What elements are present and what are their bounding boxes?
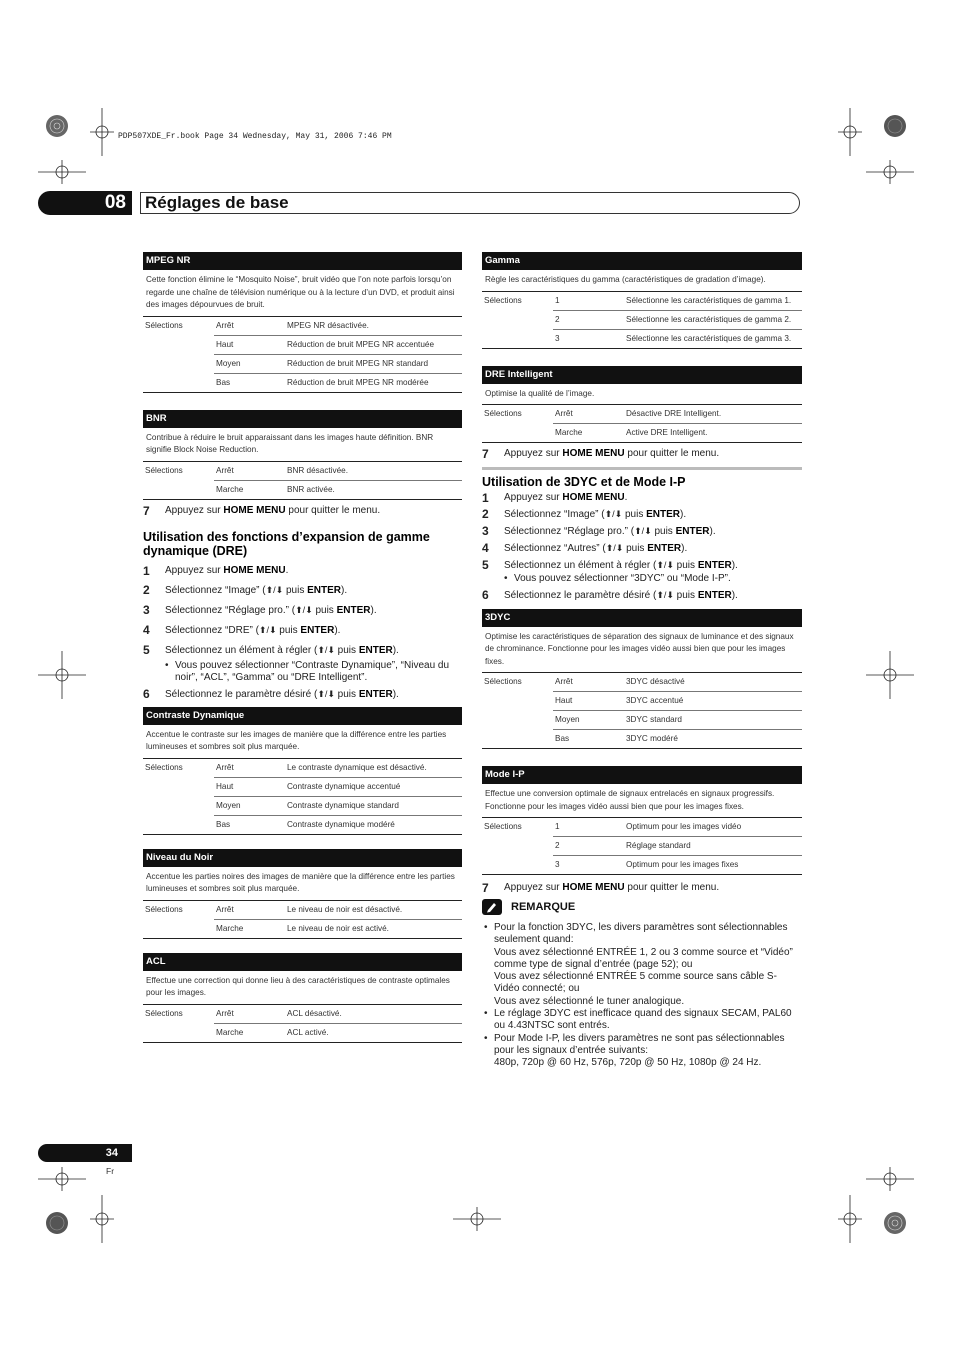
target-mark-tr — [884, 115, 906, 137]
table-cell: Arrêt — [553, 405, 624, 424]
step-text: Sélectionnez “Image” ( — [504, 509, 605, 520]
table-cell: 3DYC standard — [624, 711, 802, 730]
table-cell: ACL activé. — [287, 1027, 329, 1037]
step-text: pour quitter le menu. — [285, 504, 381, 516]
3dyc-heading: Utilisation de 3DYC et de Mode I-P — [482, 475, 686, 489]
mpeg-nr-section — [143, 252, 462, 393]
step-text: Sélectionnez un élément à régler ( — [165, 644, 318, 656]
up-down-arrow-icon: ⬆/⬇ — [258, 624, 277, 635]
table-cell: Contraste dynamique accentué — [285, 778, 462, 797]
table-cell: Arrêt — [214, 317, 285, 336]
chapter-title: Réglages de base — [140, 192, 800, 214]
dre-bullet: • Vous pouvez sélectionner “Contraste Dynamique”, “Niveau du noir”, “ACL”, “Gamma” ou “DRE Intelligent”. — [143, 660, 462, 685]
bnr-section — [143, 410, 462, 500]
step-text: Appuyez sur — [504, 882, 563, 893]
step-text: Sélectionnez le paramètre désiré ( — [165, 688, 318, 700]
note-text: • Pour Mode I-P, les divers paramètres ne sont pas sélectionnables pour les signaux d’entrée suivants: — [494, 1032, 785, 1056]
step-number: 7 — [143, 503, 150, 518]
niveau-description: Accentue les parties noires des images de manière que la différence entre les parties lumineuses et sombres soit plus marquée. — [143, 867, 462, 901]
dre-step — [143, 583, 462, 598]
step-text: ). — [680, 509, 687, 520]
page-number: 34 — [38, 1144, 132, 1162]
step-key: ENTER — [675, 526, 710, 537]
step-key: ENTER — [336, 604, 371, 616]
right-column — [482, 252, 802, 1070]
table-cell: Marche — [216, 923, 244, 933]
note-text: Vous avez sélectionné ENTRÉE 1, 2 ou 3 comme source et “Vidéo” comme type de signal d’entrée (page 52); ou — [494, 946, 793, 970]
step-text: Sélectionnez le paramètre désiré ( — [504, 589, 657, 601]
step-text: Sélectionnez “Réglage pro.” ( — [504, 526, 635, 537]
step-number: 3 — [143, 602, 150, 617]
note-text: • Le réglage 3DYC est inefficace quand des signaux SECAM, PAL60 ou 4.43NTSC sont entrés. — [494, 1008, 792, 1032]
table-cell: Le niveau de noir est désactivé. — [285, 901, 462, 920]
step-text: puis — [673, 560, 698, 571]
table-cell: 3DYC modéré — [626, 734, 678, 743]
mode-ip-description: Effectue une conversion optimale de signaux entrelacés en signaux progressifs. Fonctionne pour les images vidéo aussi bien que pour les images fixes. — [482, 784, 802, 818]
table-cell: Optimum pour les images vidéo — [624, 818, 802, 837]
step-7-left — [143, 504, 462, 518]
3dyc-step — [482, 558, 802, 573]
step-text: ). — [341, 584, 348, 596]
note-text: Vous avez sélectionné le tuner analogique. — [494, 995, 685, 1007]
step-number: 3 — [482, 524, 489, 538]
contraste-description: Accentue le contraste sur les images de manière que la différence entre les parties lumineuses et sombres soit plus marquée. — [143, 725, 462, 759]
step-text: puis — [283, 584, 308, 596]
table-cell — [482, 856, 553, 874]
step-text: pour quitter le menu. — [624, 448, 720, 459]
mpeg-nr-description: Cette fonction élimine le “Mosquito Noise”, bruit vidéo que l’on note parfois lorsqu’on regarde une chaîne de télévision numérique ou à la lecture d’un DVD, et produit ainsi des images dépourvues de bruit. — [143, 270, 462, 317]
table-cell: Sélections — [484, 677, 522, 686]
table-cell: Sélections — [484, 295, 522, 305]
table-cell: Arrêt — [214, 759, 285, 778]
note-list — [482, 922, 802, 1070]
step-key: ENTER — [358, 644, 393, 656]
table-cell: Sélections — [484, 822, 522, 831]
step-key: HOME MENU — [562, 882, 625, 893]
gamma-description: Règle les caractéristiques du gamma (caractéristiques de gradation d’image). — [482, 270, 802, 292]
target-mark-bl — [46, 1212, 68, 1234]
note-item — [482, 1033, 802, 1070]
table-cell: 3 — [555, 333, 560, 343]
table-cell: 3DYC désactivé — [624, 673, 802, 692]
up-down-arrow-icon: ⬆/⬇ — [656, 589, 674, 600]
table-cell: Bas — [216, 819, 231, 829]
table-cell — [482, 711, 553, 730]
table-cell: BNR activée. — [287, 484, 335, 494]
note-item — [482, 922, 802, 1008]
table-cell — [482, 837, 553, 856]
table-cell — [143, 336, 214, 355]
crosshair-mark-tl — [90, 108, 114, 156]
step-key: ENTER — [697, 589, 732, 601]
step-key: HOME MENU — [562, 448, 625, 459]
table-cell: Arrêt — [214, 462, 285, 481]
3dyc-bullet: • Vous pouvez sélectionner “3DYC” ou “Mode I-P”. — [482, 573, 802, 586]
table-cell — [482, 692, 553, 711]
step-text: ). — [731, 560, 738, 571]
step-text: Appuyez sur — [165, 504, 224, 516]
table-cell: Le niveau de noir est activé. — [287, 923, 389, 933]
step-text: puis — [623, 543, 648, 554]
up-down-arrow-icon: ⬆/⬇ — [317, 644, 335, 655]
crosshair-mark-mr — [866, 651, 914, 699]
table-cell — [143, 1024, 214, 1042]
table-cell — [143, 920, 214, 938]
table-cell — [143, 374, 214, 392]
niveau-section — [143, 849, 462, 939]
note-item — [482, 1008, 802, 1033]
step-text: Sélectionnez “Autres” ( — [504, 543, 606, 554]
step-number: 7 — [482, 881, 489, 895]
crosshair-mark-bl2 — [90, 1195, 114, 1243]
dre-intelligent-section — [482, 366, 802, 444]
crosshair-mark-bl — [38, 1167, 86, 1191]
niveau-header: Niveau du Noir — [143, 849, 462, 867]
table-cell: Réduction de bruit MPEG NR accentuée — [285, 336, 462, 355]
step-number: 4 — [143, 622, 150, 637]
dre-step-6 — [143, 687, 462, 702]
step-number: 5 — [482, 558, 489, 572]
step-text: puis — [651, 526, 676, 537]
table-cell: Sélections — [145, 762, 183, 772]
step-text: ). — [370, 604, 377, 616]
table-cell: Le contraste dynamique est désactivé. — [285, 759, 462, 778]
step-text: ). — [392, 688, 399, 700]
table-cell: Marche — [555, 428, 583, 437]
note-text: • Pour la fonction 3DYC, les divers paramètres sont sélectionnables seulement quand: — [494, 922, 788, 946]
step-text: puis — [622, 509, 647, 520]
step-text: Sélectionnez un élément à régler ( — [504, 560, 657, 571]
note-title: REMARQUE — [511, 901, 576, 913]
table-cell: MPEG NR désactivée. — [285, 317, 462, 336]
dre-intelligent-header: DRE Intelligent — [482, 366, 802, 384]
gamma-header: Gamma — [482, 252, 802, 270]
table-cell: Arrêt — [553, 673, 624, 692]
table-cell: Moyen — [214, 797, 285, 816]
crosshair-mark-tl2 — [38, 160, 86, 184]
table-cell — [482, 730, 553, 748]
step-number: 6 — [143, 686, 150, 701]
step-text: puis — [276, 624, 301, 636]
step-text: Appuyez sur — [165, 564, 224, 576]
step-key: ENTER — [300, 624, 335, 636]
step-text: Appuyez sur — [504, 492, 563, 503]
table-cell: Moyen — [214, 355, 285, 374]
table-cell: Haut — [553, 692, 624, 711]
contraste-section — [143, 707, 462, 835]
bnr-header: BNR — [143, 410, 462, 428]
step-number: 4 — [482, 541, 489, 555]
crosshair-mark-bc — [453, 1207, 501, 1231]
up-down-arrow-icon: ⬆/⬇ — [317, 688, 335, 699]
step-text: ). — [334, 624, 341, 636]
table-cell: BNR désactivée. — [285, 462, 462, 481]
step-text: Sélectionnez “DRE” ( — [165, 624, 259, 636]
crosshair-mark-ml — [38, 651, 86, 699]
dre-step — [143, 603, 462, 618]
table-cell — [143, 797, 214, 816]
table-cell: Marche — [216, 484, 244, 494]
step-number: 7 — [482, 447, 489, 461]
table-cell — [482, 424, 553, 442]
dre-intelligent-description: Optimise la qualité de l’image. — [482, 384, 802, 406]
table-cell: Sélections — [145, 320, 183, 330]
dre-heading: Utilisation des fonctions d’expansion de gamme dynamique (DRE) — [143, 529, 430, 558]
step-text: . — [285, 564, 289, 576]
table-cell: Réglage standard — [624, 837, 802, 856]
dre-step — [143, 643, 462, 658]
table-cell: Sélections — [145, 1008, 183, 1018]
step-text: . — [624, 492, 628, 503]
table-cell: Sélectionne les caractéristiques de gamma 3. — [626, 333, 792, 343]
table-cell: Réduction de bruit MPEG NR standard — [285, 355, 462, 374]
note-icon — [482, 899, 502, 915]
table-cell: Contraste dynamique standard — [285, 797, 462, 816]
step-key: HOME MENU — [223, 504, 286, 516]
note-title-row — [482, 899, 802, 915]
step-key: HOME MENU — [223, 564, 286, 576]
step-key: ENTER — [647, 543, 682, 554]
contraste-header: Contraste Dynamique — [143, 707, 462, 725]
step-text: ). — [392, 644, 399, 656]
table-cell: Active DRE Intelligent. — [626, 428, 708, 437]
step-text: Sélectionnez “Réglage pro.” ( — [165, 604, 296, 616]
gamma-section — [482, 252, 802, 349]
step-text: puis — [334, 688, 359, 700]
table-cell: 2 — [553, 837, 624, 856]
mpeg-nr-header: MPEG NR — [143, 252, 462, 270]
table-cell — [143, 778, 214, 797]
step-text: ). — [709, 526, 716, 537]
up-down-arrow-icon: ⬆/⬇ — [656, 560, 674, 570]
table-cell: Haut — [214, 778, 285, 797]
3dyc-step — [482, 524, 802, 539]
step-text: puis — [312, 604, 337, 616]
step-text: ). — [731, 589, 738, 601]
up-down-arrow-icon: ⬆/⬇ — [295, 604, 313, 615]
step-number: 2 — [143, 582, 150, 597]
3dyc-header: 3DYC — [482, 609, 802, 627]
up-down-arrow-icon: ⬆/⬇ — [265, 584, 284, 595]
crosshair-mark-br — [866, 1167, 914, 1191]
table-cell: 1 — [553, 818, 624, 837]
chapter-number: 08 — [38, 191, 132, 215]
step-number: 1 — [143, 563, 150, 578]
mode-ip-header: Mode I-P — [482, 766, 802, 784]
table-cell: Réduction de bruit MPEG NR modérée — [287, 377, 429, 387]
table-cell: Désactive DRE Intelligent. — [624, 405, 802, 424]
bnr-description: Contribue à réduire le bruit apparaissant dans les images haute définition. BNR signifie Block Noise Reduction. — [143, 428, 462, 462]
table-cell: Moyen — [553, 711, 624, 730]
table-cell — [143, 816, 214, 834]
acl-section — [143, 953, 462, 1043]
up-down-arrow-icon: ⬆/⬇ — [605, 543, 624, 553]
step-7-right — [482, 447, 802, 461]
table-cell: ACL désactivé. — [285, 1005, 462, 1024]
step-key: ENTER — [697, 560, 732, 571]
table-cell: 2 — [553, 311, 624, 330]
step-text: Appuyez sur — [504, 448, 563, 459]
step-key: ENTER — [307, 584, 342, 596]
mode-ip-section — [482, 766, 802, 875]
table-cell: Optimum pour les images fixes — [626, 860, 739, 869]
step-number: 1 — [482, 491, 489, 505]
step-number: 5 — [143, 642, 150, 657]
up-down-arrow-icon: ⬆/⬇ — [604, 509, 623, 519]
3dyc-step — [482, 507, 802, 522]
table-cell: 1 — [553, 292, 624, 311]
table-cell: Sélections — [145, 904, 183, 914]
dre-step — [143, 564, 462, 578]
3dyc-description: Optimise les caractéristiques de séparation des signaux de luminance et des signaux de chrominance. Fonctionne pour les images vidéo aussi bien que pour les images fixes. — [482, 627, 802, 674]
acl-header: ACL — [143, 953, 462, 971]
table-cell: Haut — [214, 336, 285, 355]
table-cell: 3 — [555, 860, 560, 869]
dre-step — [143, 623, 462, 638]
step-text: pour quitter le menu. — [624, 882, 720, 893]
crosshair-mark-br2 — [838, 1195, 862, 1243]
left-column — [143, 252, 462, 1043]
step-7-right-b — [482, 881, 802, 895]
table-cell: Arrêt — [214, 901, 285, 920]
up-down-arrow-icon: ⬆/⬇ — [634, 526, 652, 536]
3dyc-step — [482, 491, 802, 505]
step-key: ENTER — [646, 509, 681, 520]
step-text: puis — [673, 589, 698, 601]
table-cell: Bas — [555, 734, 570, 743]
table-cell: 3DYC accentué — [624, 692, 802, 711]
note-text: Vous avez sélectionné ENTRÉE 5 comme source sans câble S-Vidéo connecté; ou — [494, 971, 777, 995]
3dyc-step — [482, 541, 802, 556]
table-cell: Sélectionne les caractéristiques de gamma 2. — [624, 311, 802, 330]
step-key: HOME MENU — [562, 492, 625, 503]
table-cell: Sélections — [145, 465, 183, 475]
table-cell — [482, 330, 553, 348]
step-text: Sélectionnez “Image” ( — [165, 584, 266, 596]
crosshair-mark-tr2 — [866, 160, 914, 184]
note-text: 480p, 720p @ 60 Hz, 576p, 720p @ 50 Hz, 1080p @ 24 Hz. — [494, 1057, 762, 1069]
step-number: 2 — [482, 507, 489, 521]
3dyc-step-6 — [482, 588, 802, 603]
step-text: ). — [681, 543, 688, 554]
acl-description: Effectue une correction qui donne lieu à des caractéristiques de contraste optimales pour les images. — [143, 971, 462, 1005]
step-text: puis — [334, 644, 359, 656]
step-number: 6 — [482, 587, 489, 602]
3dyc-section — [482, 609, 802, 750]
print-info: PDP507XDE_Fr.book Page 34 Wednesday, May 31, 2006 7:46 PM — [118, 132, 392, 141]
table-cell: Arrêt — [214, 1005, 285, 1024]
table-cell: Marche — [216, 1027, 244, 1037]
table-cell: Sélections — [484, 409, 522, 418]
crosshair-mark-tr — [838, 108, 862, 156]
target-mark-br — [884, 1212, 906, 1234]
target-mark-tl — [46, 115, 68, 137]
table-cell — [482, 311, 553, 330]
table-cell — [143, 355, 214, 374]
table-cell: Contraste dynamique modéré — [287, 819, 395, 829]
table-cell — [143, 481, 214, 499]
table-cell: Sélectionne les caractéristiques de gamma 1. — [624, 292, 802, 311]
step-key: ENTER — [358, 688, 393, 700]
table-cell: Bas — [216, 377, 231, 387]
language-label: Fr — [106, 1166, 115, 1176]
